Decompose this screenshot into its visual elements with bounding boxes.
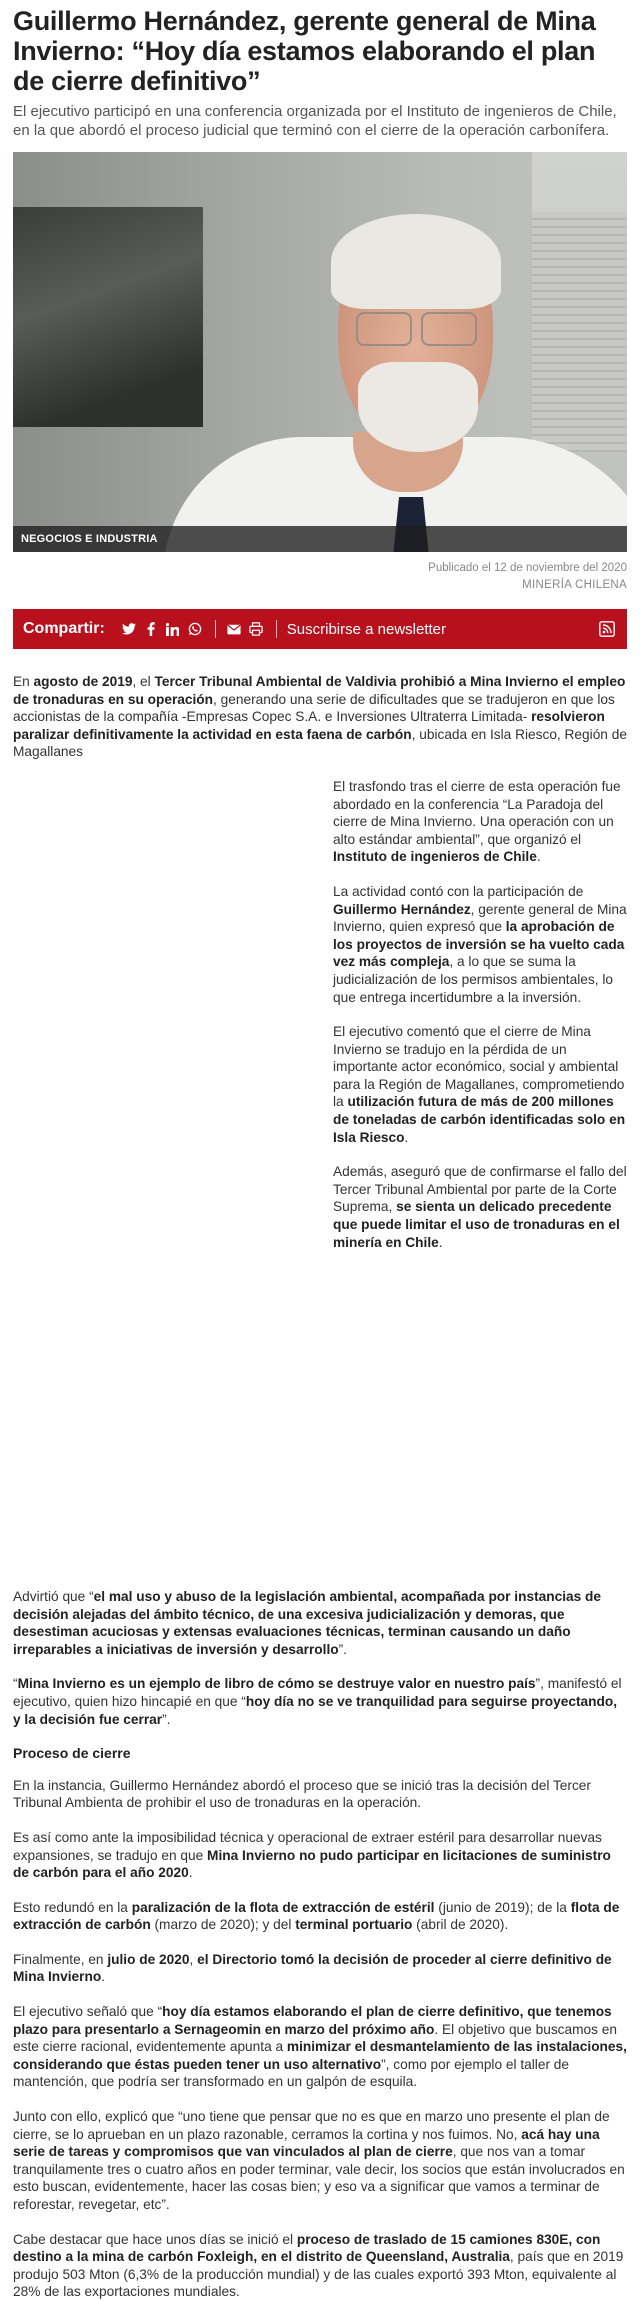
facebook-icon[interactable] <box>143 621 159 637</box>
paragraph: El trasfondo tras el cierre de esta operación fue abordado en la conferencia “La Paradoja del cierre de Mina Invierno. Una operación con un alto estándar ambiental”, que organizó el Instituto de ingenieros de Chile. <box>333 778 621 865</box>
article-body <box>13 673 627 2301</box>
paragraph: Además, aseguró que de confirmarse el fallo del Tercer Tribunal Ambiental por parte de la Corte Suprema, se sienta un delicado precedente que puede limitar el uso de tronaduras en el minería en Chile. <box>333 1164 627 1250</box>
paragraph: Esto redundó en la paralización de la flota de extracción de estéril (junio de 2019); de la flota de extracción de carbón (marzo de 2020); y del terminal portuario (abril de 2020). <box>13 1899 620 1933</box>
paragraph: Advirtió que “el mal uso y abuso de la legislación ambiental, acompañada por instancias de decisión alejadas del ámbito técnico, de una excesiva judicialización y demoras, que desestiman acuciosas y extensas evaluaciones técnicas, terminan causando un daño irreparables a iniciativas de inversión y desarrollo”. <box>13 1588 602 1657</box>
page-title: Guillermo Hernández, gerente general de Mina Invierno: “Hoy día estamos elaborando el plan de cierre definitivo” <box>13 6 596 96</box>
print-icon[interactable] <box>248 621 264 637</box>
paragraph: “Mina Invierno es un ejemplo de libro de cómo se destruye valor en nuestro país”, manifestó el ejecutivo, quien hizo hincapié en que “hoy día no se ve tranquilidad para seguirse proyectando, y la decisión fue cerrar”. <box>13 1676 622 1727</box>
newsletter-link[interactable]: Suscribirse a newsletter <box>286 620 447 638</box>
twitter-icon[interactable] <box>121 621 137 637</box>
source-label: MINERÍA CHILENA <box>522 579 627 591</box>
paragraph: Cabe destacar que hace unos días se inició el proceso de traslado de 15 camiones 830E, con destino a la mina de carbón Foxleigh, en el distrito de Queensland, Australia, país que en 2019 produjo 503 Mton (6,3% de la producción mundial) y de las cuales exportó 393 Mton, equivalente al 28% de las exportaciones mundiales. <box>13 2231 624 2300</box>
category-tag[interactable]: NEGOCIOS E INDUSTRIA <box>13 526 627 552</box>
paragraph: Junto con ello, explicó que “uno tiene que pensar que no es que en marzo uno presente el plan de cierre, se lo aprueban en un plazo razonable, cerramos la cortina y nos fuimos. No, acá hay una serie de tareas y compromisos que van vinculados al plan de cierre, que nos van a tomar tranquilamente tres o cuatro años en poder terminar, vale decir, los socios que están involucrados en esto buscan, evidentemente, hacer las cosas bien; y eso va a significar que vamos a terminar de reforestar, revegetar, etc”. <box>13 2109 625 2212</box>
paragraph: El ejecutivo señaló que “hoy día estamos elaborando el plan de cierre definitivo, que tenemos plazo para presentarlo a Sernageomin en marzo del próximo año. El objetivo que buscamos en este cierre racional, evidentemente apunta a minimizar el desmantelamiento de las instalaciones, considerando que éstas pueden tener un uso alternativo”, como por ejemplo el taller de mantención, que podría ser transformado en un galpón de esquila. <box>13 2004 627 2090</box>
section-heading: Proceso de cierre <box>13 1745 131 1762</box>
article-photo <box>13 152 627 552</box>
whatsapp-icon[interactable] <box>187 621 203 637</box>
email-icon[interactable] <box>226 621 242 637</box>
article-lead: El ejecutivo participó en una conferencia organizada por el Instituto de ingenieros de Chile, en la que abordó el proceso judicial que terminó con el cierre de la operación carbonífera. <box>13 103 617 139</box>
paragraph: El ejecutivo comentó que el cierre de Mina Invierno se tradujo en la pérdida de un importante actor económico, social y ambiental para la Región de Magallanes, comprometiendo la utilización futura de más de 200 millones de toneladas de carbón identificadas solo en Isla Riesco. <box>333 1024 626 1145</box>
rss-icon[interactable] <box>599 621 615 637</box>
share-label: Compartir: <box>23 620 105 637</box>
paragraph: La actividad contó con la participación de Guillermo Hernández, gerente general de Mina Invierno, quien expresó que la aprobación de los proyectos de inversión se ha vuelto cada vez más compleja, a lo que se suma la judicialización de los permisos ambientales, lo que entrega incertidumbre a la inversión. <box>333 883 627 1005</box>
paragraph: En la instancia, Guillermo Hernández abordó el proceso que se inició tras la decisión del Tercer Tribunal Ambienta de prohibir el uso de tronaduras en la operación. <box>13 1777 591 1811</box>
linkedin-icon[interactable] <box>165 621 181 637</box>
publish-date: Publicado el 12 de noviembre del 2020 <box>428 562 627 574</box>
paragraph: En agosto de 2019, el Tercer Tribunal Ambiental de Valdivia prohibió a Mina Invierno el empleo de tronaduras en su operación, generando una serie de dificultades que se tradujeron en que los accionistas de la compañía -Empresas Copec S.A. e Inversiones Ultraterra Limitada- resolvieron paralizar definitivamente la actividad en esta faena de carbón, ubicada en Isla Riesco, Región de Magallanes <box>13 674 627 760</box>
embedded-ad-space <box>13 778 333 1588</box>
paragraph: Es así como ante la imposibilidad técnica y operacional de extraer estéril para desarrollar nuevas expansiones, se tradujo en que Mina Invierno no pudo participar en licitaciones de suministro de carbón para el año 2020. <box>13 1829 611 1881</box>
paragraph: Finalmente, en julio de 2020, el Directorio tomó la decisión de proceder al cierre definitivo de Mina Invierno. <box>13 1951 612 1985</box>
share-bar <box>13 609 627 649</box>
